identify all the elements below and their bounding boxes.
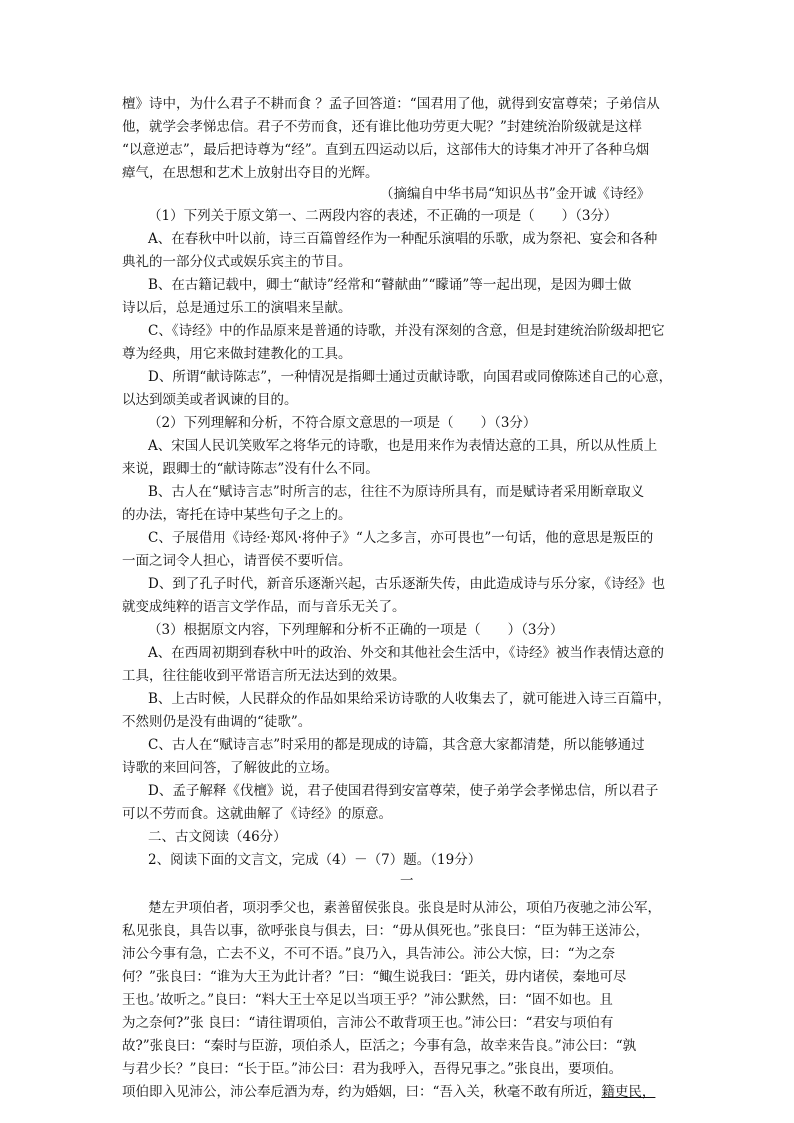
text-line: 檀》诗中，为什么君子不耕而食 ？孟子回答道：“国君用了他，就得到安富尊荣；子弟信从 bbox=[122, 96, 660, 112]
option-1a-cont: 典礼的一部分仪式或娱乐宾主的节目。 bbox=[122, 254, 352, 270]
option-1b: B、在古籍记载中，卿士“献诗”经常和“瞽献曲”“矇诵”等一起出现，是因为卿士做 bbox=[148, 277, 632, 293]
classical-text-line: 故?”张良曰：“秦时与臣游，项伯杀人，臣活之；今事有急，故幸来告良。”沛公曰：“孰 bbox=[122, 1038, 637, 1054]
option-1a: A、在春秋中叶以前，诗三百篇曾经作为一种配乐演唱的乐歌，成为祭祀、宴会和各种 bbox=[148, 231, 658, 247]
option-3c: C、古人在“赋诗言志”时采用的都是现成的诗篇，其含意大家都清楚，所以能够通过 bbox=[148, 737, 645, 753]
classical-text-line: 与君少长？”良曰：“长于臣。”沛公曰：君为我呼入，吾得兄事之。”张良出，要项伯。 bbox=[122, 1061, 623, 1077]
classical-text-line: 王也。’故听之。”良曰：“料大王士卒足以当项王乎？”沛公默然，曰：“固不如也。且 bbox=[122, 992, 613, 1008]
option-2d: D、到了孔子时代，新音乐逐渐兴起，古乐逐渐失传，由此造成诗与乐分家，《诗经》也 bbox=[148, 576, 666, 592]
classical-text-line: 私见张良，具告以事，欲呼张良与俱去，曰：“毋从俱死也。”张良曰：“臣为韩王送沛公， bbox=[122, 923, 649, 939]
question-2: （2）下列理解和分析，不符合原文意思的一项是（ ）（3分） bbox=[148, 415, 537, 431]
option-1c: C、《诗经》中的作品原来是普通的诗歌，并没有深刻的含意，但是封建统治阶级却把它 bbox=[148, 323, 665, 339]
classical-text-line bbox=[122, 1082, 682, 1102]
option-1d-cont: 以达到颂美或者讽谏的目的。 bbox=[122, 392, 298, 408]
option-1d: D、所谓“献诗陈志”，一种情况是指卿士通过贡献诗歌，向国君或同僚陈述自己的心意， bbox=[148, 369, 673, 385]
source-citation: （摘编自中华书局“知识丛书”金开诚《诗经》 bbox=[380, 186, 651, 202]
divider-mark: 一 bbox=[400, 873, 414, 889]
classical-text-line: 为之奈何?”张 良曰：“请往谓项伯，言沛公不敢背项王也。”沛公曰：“君安与项伯有 bbox=[122, 1015, 614, 1031]
option-1b-cont: 诗以后，总是通过乐工的演唱来呈献。 bbox=[122, 300, 352, 316]
option-2a-cont: 来说，跟卿士的“献诗陈志”没有什么不同。 bbox=[122, 461, 379, 477]
option-2b-cont: 的办法，寄托在诗中某些句子之上的。 bbox=[122, 507, 352, 523]
option-3d-cont: 可以不劳而食。这就曲解了《诗经》的原意。 bbox=[122, 806, 392, 822]
text-line: “以意逆志”，最后把诗尊为“经”。直到五四运动以后，这部伟大的诗集才冲开了各种乌烟 bbox=[122, 142, 650, 158]
option-3b: B、上古时候，人民群众的作品如果给采访诗歌的人收集去了，就可能进入诗三百篇中， bbox=[148, 691, 671, 707]
section-heading: 二、古文阅读（46分） bbox=[148, 829, 287, 845]
underlined-phrase: 籍吏民， bbox=[601, 1084, 656, 1100]
classical-text-segment: 项伯即入见沛公，沛公奉卮酒为寿，约为婚姻，曰：“吾入关，秋毫不敢有所近， bbox=[122, 1084, 602, 1100]
option-3d: D、孟子解释《伐檀》说，君子使国君得到安富尊荣，使子弟学会孝悌忠信，所以君子 bbox=[148, 783, 659, 799]
text-line: 瘴气，在思想和艺术上放射出夺目的光辉。 bbox=[122, 165, 379, 181]
question-intro: 2、阅读下面的文言文，完成（4）－（7）题。（19分） bbox=[148, 852, 482, 868]
option-3c-cont: 诗歌的来回问答，了解彼此的立场。 bbox=[122, 760, 338, 776]
option-2a: A、宋国人民讥笑败军之将华元的诗歌，也是用来作为表情达意的工具，所以从性质上 bbox=[148, 438, 658, 454]
classical-text-line: 楚左尹项伯者，项羽季父也，素善留侯张良。张良是时从沛公，项伯乃夜驰之沛公军， bbox=[148, 900, 661, 916]
option-2d-cont: 就变成纯粹的语言文学作品，而与音乐无关了。 bbox=[122, 599, 406, 615]
option-2c: C、子展借用《诗经·郑风·将仲子》“人之多言，亦可畏也”一句话，他的意思是叛臣的 bbox=[148, 530, 654, 546]
classical-text-line: 沛公今事有急，亡去不义，不可不语。”良乃入，具告沛公。沛公大惊，曰：“为之奈 bbox=[122, 946, 616, 962]
option-2b: B、古人在“赋诗言志”时所言的志，往往不为原诗所具有，而是赋诗者采用断章取义 bbox=[148, 484, 645, 500]
option-3b-cont: 不然则仍是没有曲调的“徒歌”。 bbox=[122, 714, 312, 730]
option-3a-cont: 工具，往往能收到平常语言所无法达到的效果。 bbox=[122, 668, 406, 684]
option-1c-cont: 尊为经典，用它来做封建教化的工具。 bbox=[122, 346, 352, 362]
option-2c-cont: 一面之词令人担心，请晋侯不要听信。 bbox=[122, 553, 352, 569]
option-3a: A、在西周初期到春秋中叶的政治、外交和其他社会生活中，《诗经》被当作表情达意的 bbox=[148, 645, 664, 661]
classical-text-line: 何？”张良曰：“谁为大王为此计者？”曰：“鲰生说我曰：‘距关，毋内诸侯，秦地可尽 bbox=[122, 969, 627, 985]
question-1: （1）下列关于原文第一、二两段内容的表述，不正确的一项是（ ）（3分） bbox=[148, 208, 618, 224]
question-3: （3）根据原文内容，下列理解和分析不正确的一项是（ ）（3分） bbox=[148, 622, 564, 638]
text-line: 他，就学会孝悌忠信。君子不劳而食，还有谁比他功劳更大呢？”封建统治阶级就是这样 bbox=[122, 119, 642, 135]
